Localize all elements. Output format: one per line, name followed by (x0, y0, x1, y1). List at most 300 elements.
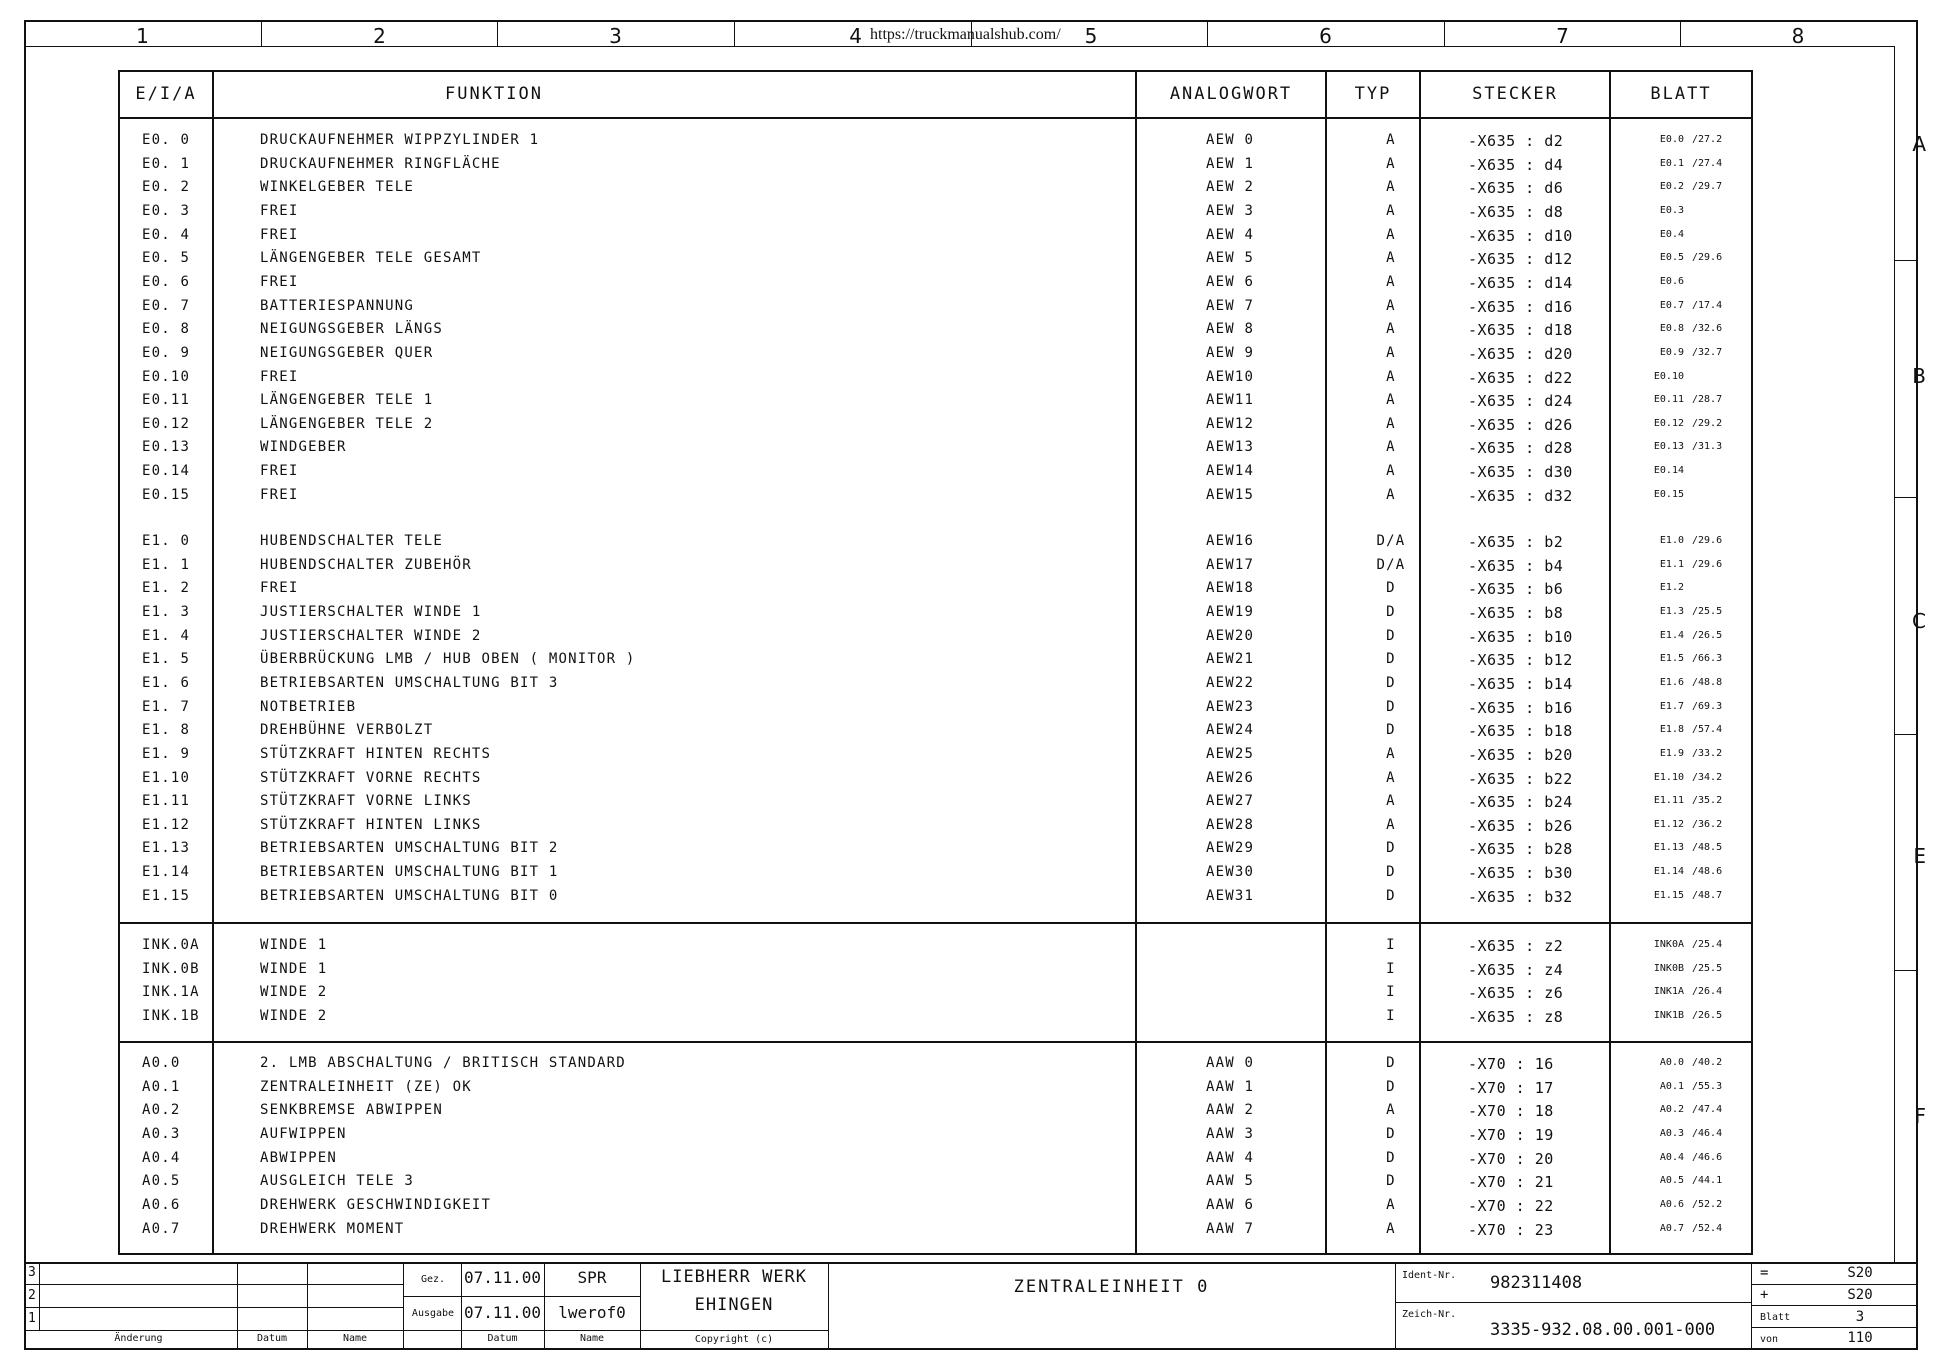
sheet-reference-page: /29.6 (1692, 558, 1723, 570)
signal-type: D (1386, 698, 1396, 715)
signal-id: E1.12 (142, 816, 191, 833)
gez-label: Gez. (420, 1274, 446, 1285)
signal-id: INK.0B (142, 960, 200, 977)
connector-pin: -X635 : z4 (1468, 960, 1564, 979)
equals-value: S20 (1847, 1265, 1873, 1281)
connector-pin: -X635 : b8 (1468, 603, 1564, 622)
signal-id: E0. 1 (142, 155, 191, 172)
column-number: 8 (1791, 24, 1805, 48)
analog-word: AEW22 (1206, 674, 1255, 691)
analog-word: AEW16 (1206, 533, 1255, 549)
name-label-2: Name (579, 1333, 605, 1344)
signal-id: E1.13 (142, 840, 191, 857)
sheet-reference-id: E1.4 (1659, 629, 1684, 641)
sheet-reference-id: E1.1 (1659, 558, 1684, 570)
function-name: AUSGLEICH TELE 3 (260, 1173, 415, 1190)
analog-word: AEW20 (1206, 627, 1255, 644)
sheet-reference-id: E1.0 (1659, 535, 1684, 546)
signal-type: A (1386, 816, 1396, 833)
signal-type: D (1386, 627, 1396, 644)
column-number: 7 (1556, 24, 1569, 48)
sheet-reference-id: A0.2 (1659, 1104, 1684, 1116)
connector-pin: -X635 : d20 (1468, 344, 1573, 363)
function-name: WINDE 2 (260, 1007, 328, 1024)
table-row (118, 463, 1758, 487)
column-number: 2 (373, 24, 386, 48)
signal-id: E0.14 (142, 463, 191, 480)
analog-word: AEW 8 (1206, 321, 1255, 338)
connector-pin: -X635 : d2 (1468, 132, 1564, 150)
table-row (118, 321, 1758, 345)
table-row (118, 439, 1758, 463)
plus-symbol: + (1760, 1287, 1769, 1303)
sheet-reference-page: /26.4 (1692, 986, 1723, 998)
connector-pin: -X635 : d14 (1468, 273, 1573, 292)
function-name: STÜTZKRAFT VORNE RECHTS (260, 769, 482, 786)
function-name: AUFWIPPEN (260, 1125, 347, 1142)
signal-type: A (1386, 344, 1396, 361)
sheet-reference-page: /52.4 (1692, 1222, 1723, 1234)
signal-type: A (1386, 179, 1396, 196)
function-name: ABWIPPEN (260, 1149, 338, 1166)
analog-word: AEW14 (1206, 463, 1255, 480)
sheet-reference-id: E1.7 (1659, 700, 1684, 712)
drawing-number: 3335-932.08.00.001-000 (1490, 1320, 1716, 1340)
connector-pin: -X635 : b4 (1468, 556, 1564, 575)
signal-type: A (1386, 392, 1396, 409)
datum-label: Datum (256, 1333, 288, 1344)
function-name: LÄNGENGEBER TELE 1 (260, 392, 434, 409)
function-name: NEIGUNGSGEBER LÄNGS (260, 321, 443, 338)
analog-word: AEW 6 (1206, 273, 1255, 290)
signal-type: I (1386, 1007, 1396, 1024)
connector-pin: -X635 : b10 (1468, 627, 1573, 646)
connector-pin: -X635 : b18 (1468, 722, 1573, 741)
table-row (118, 416, 1758, 440)
analog-word: AEW18 (1206, 580, 1255, 597)
signal-id: E1. 3 (142, 603, 191, 620)
analog-word: AEW12 (1206, 415, 1255, 432)
signal-id: E0. 7 (142, 297, 191, 314)
equals-symbol: = (1760, 1265, 1769, 1281)
connector-pin: -X635 : b32 (1468, 887, 1573, 906)
function-name: FREI (260, 463, 299, 480)
datum-label-2: Datum (487, 1333, 518, 1344)
ausgabe-label: Ausgabe (411, 1308, 455, 1319)
analog-word: AEW30 (1206, 864, 1255, 881)
revision-number: 1 (28, 1311, 36, 1326)
signal-type: A (1386, 745, 1396, 762)
signal-type: D (1386, 840, 1396, 857)
analog-word: AEW 1 (1206, 155, 1255, 172)
signal-id: E1.14 (142, 864, 191, 881)
header-analogwort: ANALOGWORT (1169, 84, 1293, 104)
connector-pin: -X635 : d22 (1468, 368, 1573, 387)
sheet-reference-page: /29.2 (1692, 417, 1723, 429)
table-row (118, 1055, 1758, 1079)
sheet-reference-page: /35.2 (1692, 795, 1723, 807)
table-row (118, 250, 1758, 274)
sheet-reference-id: E1.14 (1653, 866, 1684, 878)
table-row (118, 937, 1758, 961)
table-row (118, 770, 1758, 794)
sheet-reference-page: /29.6 (1692, 535, 1723, 546)
sheet-reference-id: E0.11 (1653, 394, 1684, 406)
signal-type: A (1386, 202, 1396, 219)
table-row (118, 864, 1758, 888)
sheet-reference-id: E0.1 (1659, 157, 1684, 169)
sheet-reference-page: /66.3 (1692, 653, 1723, 665)
signal-id: E1. 1 (142, 556, 191, 573)
signal-type: I (1386, 937, 1396, 953)
sheet-reference-id: E1.6 (1659, 676, 1684, 688)
sheet-reference-id: A0.6 (1659, 1198, 1684, 1210)
signal-type: I (1386, 984, 1396, 1001)
signal-id: E0. 5 (142, 250, 191, 267)
signal-id: E1.11 (142, 793, 191, 810)
connector-pin: -X635 : d28 (1468, 439, 1573, 458)
table-row (118, 1102, 1758, 1126)
signal-id: E0. 3 (142, 202, 191, 219)
zeich-label: Zeich-Nr. (1402, 1309, 1457, 1320)
analog-word: AAW 3 (1206, 1125, 1255, 1142)
signal-type: A (1386, 368, 1396, 385)
function-name: DREHWERK GESCHWINDIGKEIT (260, 1196, 492, 1213)
header-stecker: STECKER (1472, 84, 1558, 104)
sheet-reference-id: E0.5 (1659, 252, 1684, 264)
sheet-reference-id: E0.12 (1653, 417, 1684, 429)
signal-type: A (1386, 1102, 1396, 1119)
sheet-reference-page: /52.2 (1692, 1198, 1723, 1210)
function-name: STÜTZKRAFT HINTEN RECHTS (260, 745, 492, 762)
sheet-reference-id: E0.15 (1653, 488, 1684, 500)
connector-pin: -X70 : 17 (1468, 1078, 1554, 1097)
signal-type: D (1386, 1125, 1396, 1142)
connector-pin: -X635 : d30 (1468, 463, 1573, 482)
sheet-reference-id: E0.13 (1653, 441, 1684, 453)
analog-word: AAW 1 (1206, 1078, 1255, 1095)
sheet-reference-page: /29.6 (1692, 252, 1723, 264)
signal-id: INK.1B (142, 1007, 200, 1024)
sheet-reference-id: E1.13 (1653, 842, 1684, 854)
connector-pin: -X635 : d24 (1468, 392, 1573, 411)
analog-word: AEW27 (1206, 793, 1255, 810)
signal-type: I (1386, 960, 1396, 977)
signal-type: A (1386, 439, 1396, 456)
signal-type: D/A (1376, 533, 1406, 549)
sheet-reference-page: /44.1 (1692, 1175, 1723, 1187)
signal-type: A (1386, 132, 1396, 148)
sheet-reference-page: /26.5 (1692, 1009, 1723, 1021)
function-name: DREHWERK MOMENT (260, 1220, 405, 1237)
connector-pin: -X635 : b28 (1468, 840, 1573, 859)
analog-word: AAW 6 (1206, 1196, 1255, 1213)
signal-id: E1. 7 (142, 698, 191, 715)
sheet-reference-page: /48.5 (1692, 842, 1723, 854)
plus-value: S20 (1847, 1287, 1873, 1303)
sheet-reference-id: A0.3 (1659, 1127, 1684, 1139)
connector-pin: -X635 : d8 (1468, 202, 1564, 221)
signal-id: E0.11 (142, 392, 191, 409)
sheet-reference-page: /48.6 (1692, 866, 1723, 878)
sheet-reference-id: E1.10 (1653, 771, 1684, 783)
signal-type: A (1386, 250, 1396, 267)
table-row (118, 557, 1758, 581)
sheet-reference-page: /46.6 (1692, 1151, 1723, 1163)
function-name: STÜTZKRAFT HINTEN LINKS (260, 816, 482, 833)
signal-type: A (1386, 769, 1396, 786)
connector-pin: -X635 : b6 (1468, 580, 1564, 599)
connector-pin: -X635 : b20 (1468, 745, 1573, 764)
table-row (118, 227, 1758, 251)
signal-id: A0.4 (142, 1149, 181, 1166)
header-blatt: BLATT (1650, 84, 1712, 104)
table-row (118, 1173, 1758, 1197)
signal-id: E1. 9 (142, 745, 191, 762)
signal-type: A (1386, 273, 1396, 290)
sheet-reference-id: E1.3 (1659, 605, 1684, 617)
connector-pin: -X635 : b12 (1468, 651, 1573, 670)
function-name: FREI (260, 368, 299, 385)
sheet-reference-page: /69.3 (1692, 700, 1723, 712)
company-location: EHINGEN (694, 1295, 774, 1315)
sheet-reference-page: /33.2 (1692, 747, 1723, 759)
table-row (118, 580, 1758, 604)
signal-id: A0.5 (142, 1173, 181, 1190)
function-name: WINDE 2 (260, 984, 328, 1001)
sheet-reference-page: /36.2 (1692, 818, 1723, 830)
analog-word: AEW 5 (1206, 250, 1255, 267)
table-row (118, 675, 1758, 699)
table-row (118, 487, 1758, 511)
sheet-reference-id: E0.7 (1659, 299, 1684, 311)
sheet-reference-id: E0.14 (1653, 465, 1684, 477)
sheet-reference-id: E1.15 (1653, 889, 1684, 901)
function-name: HUBENDSCHALTER TELE (260, 533, 443, 549)
analog-word: AAW 0 (1206, 1055, 1255, 1071)
analog-word: AEW 2 (1206, 179, 1255, 196)
sheet-reference-id: INK1B (1653, 1009, 1684, 1021)
analog-word: AEW 4 (1206, 226, 1255, 243)
table-row (118, 1150, 1758, 1174)
table-row (118, 840, 1758, 864)
analog-word: AAW 2 (1206, 1102, 1255, 1119)
function-name: BATTERIESPANNUNG (260, 297, 415, 314)
function-name: 2. LMB ABSCHALTUNG / BRITISCH STANDARD (260, 1055, 626, 1071)
signal-id: E0. 4 (142, 226, 191, 243)
signal-type: D (1386, 580, 1396, 597)
sheet-reference-id: INK0B (1653, 962, 1684, 974)
sheet-reference-id: E1.12 (1653, 818, 1684, 830)
copyright: Copyright (c) (694, 1334, 774, 1345)
sheet-reference-id: A0.0 (1659, 1057, 1684, 1068)
analog-word: AEW 9 (1206, 344, 1255, 361)
sheet-reference-id: E1.11 (1653, 795, 1684, 807)
sheet-reference-id: INK1A (1653, 986, 1684, 998)
sheet-reference-id: E0.3 (1659, 204, 1684, 216)
signal-id: E0.13 (142, 439, 191, 456)
sheet-reference-id: A0.7 (1659, 1222, 1684, 1234)
column-number: 5 (1084, 24, 1098, 48)
signal-id: INK.0A (142, 937, 200, 953)
table-row (118, 961, 1758, 985)
signal-id: A0.2 (142, 1102, 181, 1119)
signal-type: D (1386, 887, 1396, 904)
function-name: NOTBETRIEB (260, 698, 357, 715)
connector-pin: -X635 : d16 (1468, 297, 1573, 316)
sheet-reference-id: E1.9 (1659, 747, 1684, 759)
connector-pin: -X635 : b2 (1468, 533, 1564, 551)
column-number: 4 (849, 24, 862, 48)
function-name: BETRIEBSARTEN UMSCHALTUNG BIT 2 (260, 840, 559, 857)
row-letter: C (1912, 609, 1926, 633)
table-row (118, 203, 1758, 227)
function-name: SENKBREMSE ABWIPPEN (260, 1102, 443, 1119)
signal-id: E0. 2 (142, 179, 191, 196)
table-row (118, 817, 1758, 841)
header-typ: TYP (1354, 84, 1392, 104)
signal-type: A (1386, 486, 1396, 503)
sheet-reference-id: A0.4 (1659, 1151, 1684, 1163)
analog-word: AEW23 (1206, 698, 1255, 715)
signal-id: E1.15 (142, 887, 191, 904)
connector-pin: -X70 : 16 (1468, 1055, 1554, 1073)
column-number: 6 (1319, 24, 1332, 48)
sheet-reference-page: /34.2 (1692, 771, 1723, 783)
gez-name: SPR (577, 1268, 607, 1287)
sheet-reference-page: /25.5 (1692, 962, 1723, 974)
signal-id: E1. 6 (142, 674, 191, 691)
ident-number: 982311408 (1490, 1273, 1583, 1293)
signal-type: D/A (1376, 556, 1406, 573)
signal-type: D (1386, 864, 1396, 881)
function-name: FREI (260, 226, 299, 243)
signal-type: A (1386, 1220, 1396, 1237)
function-name: FREI (260, 580, 299, 597)
sheet-reference-id: E1.5 (1659, 653, 1684, 665)
connector-pin: -X635 : d10 (1468, 226, 1573, 245)
connector-pin: -X635 : b30 (1468, 864, 1573, 883)
von-label: von (1760, 1334, 1779, 1345)
signal-id: E1. 2 (142, 580, 191, 597)
connector-pin: -X635 : d18 (1468, 321, 1573, 340)
sheet-reference-page: /27.2 (1692, 134, 1723, 145)
connector-pin: -X635 : d26 (1468, 415, 1573, 434)
sheet-reference-id: E0.10 (1653, 370, 1684, 382)
sheet-reference-page: /17.4 (1692, 299, 1723, 311)
signal-type: D (1386, 1078, 1396, 1095)
signal-id: E0.12 (142, 415, 191, 432)
analog-word: AEW17 (1206, 556, 1255, 573)
analog-word: AEW19 (1206, 603, 1255, 620)
sheet-reference-id: A0.5 (1659, 1175, 1684, 1187)
sheet-number: 3 (1855, 1309, 1865, 1325)
connector-pin: -X635 : d6 (1468, 179, 1564, 198)
table-row (118, 1008, 1758, 1032)
analog-word: AEW 3 (1206, 202, 1255, 219)
function-name: FREI (260, 273, 299, 290)
analog-word: AEW31 (1206, 887, 1255, 904)
sheet-reference-page: /28.7 (1692, 394, 1723, 406)
sheet-reference-page: /32.7 (1692, 346, 1723, 358)
table-row (118, 793, 1758, 817)
connector-pin: -X70 : 18 (1468, 1102, 1554, 1121)
table-row (118, 1126, 1758, 1150)
gez-date: 07.11.00 (463, 1268, 542, 1287)
signal-type: D (1386, 1149, 1396, 1166)
analog-word: AEW24 (1206, 722, 1255, 739)
sheet-reference-id: E1.8 (1659, 724, 1684, 736)
function-name: FREI (260, 202, 299, 219)
signal-id: E1. 5 (142, 651, 191, 668)
sheet-reference-page: /31.3 (1692, 441, 1723, 453)
signal-id: E0.15 (142, 486, 191, 503)
function-name: LÄNGENGEBER TELE GESAMT (260, 250, 482, 267)
aenderung-label: Änderung (114, 1333, 163, 1344)
table-row (118, 156, 1758, 180)
analog-word: AEW 7 (1206, 297, 1255, 314)
sheet-reference-page: /25.4 (1692, 939, 1723, 950)
connector-pin: -X635 : d4 (1468, 155, 1564, 174)
header-eia: E/I/A (135, 84, 197, 104)
signal-id: E1. 4 (142, 627, 191, 644)
sheet-reference-id: E0.6 (1659, 275, 1684, 287)
drawing-title: ZENTRALEINHEIT 0 (1013, 1277, 1210, 1297)
table-row (118, 298, 1758, 322)
signal-type: A (1386, 297, 1396, 314)
signal-id: A0.3 (142, 1125, 181, 1142)
analog-word: AEW26 (1206, 769, 1255, 786)
table-row (118, 604, 1758, 628)
function-name: JUSTIERSCHALTER WINDE 1 (260, 603, 482, 620)
signal-id: E0. 9 (142, 344, 191, 361)
table-row (118, 651, 1758, 675)
analog-word: AAW 5 (1206, 1173, 1255, 1190)
table-row (118, 746, 1758, 770)
signal-type: D (1386, 722, 1396, 739)
table-row (118, 1197, 1758, 1221)
sheet-reference-id: INK0A (1653, 939, 1684, 950)
function-name: WINDGEBER (260, 439, 347, 456)
signal-type: D (1386, 603, 1396, 620)
sheet-reference-page: /40.2 (1692, 1057, 1723, 1068)
sheet-reference-id: E0.9 (1659, 346, 1684, 358)
sheet-reference-page: /47.4 (1692, 1104, 1723, 1116)
table-row (118, 984, 1758, 1008)
signal-type: A (1386, 226, 1396, 243)
row-letter: B (1912, 364, 1926, 388)
sheet-reference-id: E0.0 (1659, 134, 1684, 145)
connector-pin: -X70 : 23 (1468, 1220, 1554, 1239)
function-name: WINDE 1 (260, 960, 328, 977)
table-row (118, 628, 1758, 652)
analog-word: AEW10 (1206, 368, 1255, 385)
connector-pin: -X635 : d32 (1468, 486, 1573, 505)
table-row (118, 369, 1758, 393)
analog-word: AEW 0 (1206, 132, 1255, 148)
function-name: FREI (260, 486, 299, 503)
table-row (118, 699, 1758, 723)
connector-pin: -X635 : b24 (1468, 793, 1573, 812)
table-row (118, 274, 1758, 298)
signal-id: E1. 0 (142, 533, 191, 549)
sheet-reference-id: E1.2 (1659, 582, 1684, 594)
signal-id: E0.10 (142, 368, 191, 385)
table-row (118, 888, 1758, 912)
connector-pin: -X635 : b14 (1468, 674, 1573, 693)
connector-pin: -X635 : z6 (1468, 984, 1564, 1003)
signal-id: INK.1A (142, 984, 200, 1001)
